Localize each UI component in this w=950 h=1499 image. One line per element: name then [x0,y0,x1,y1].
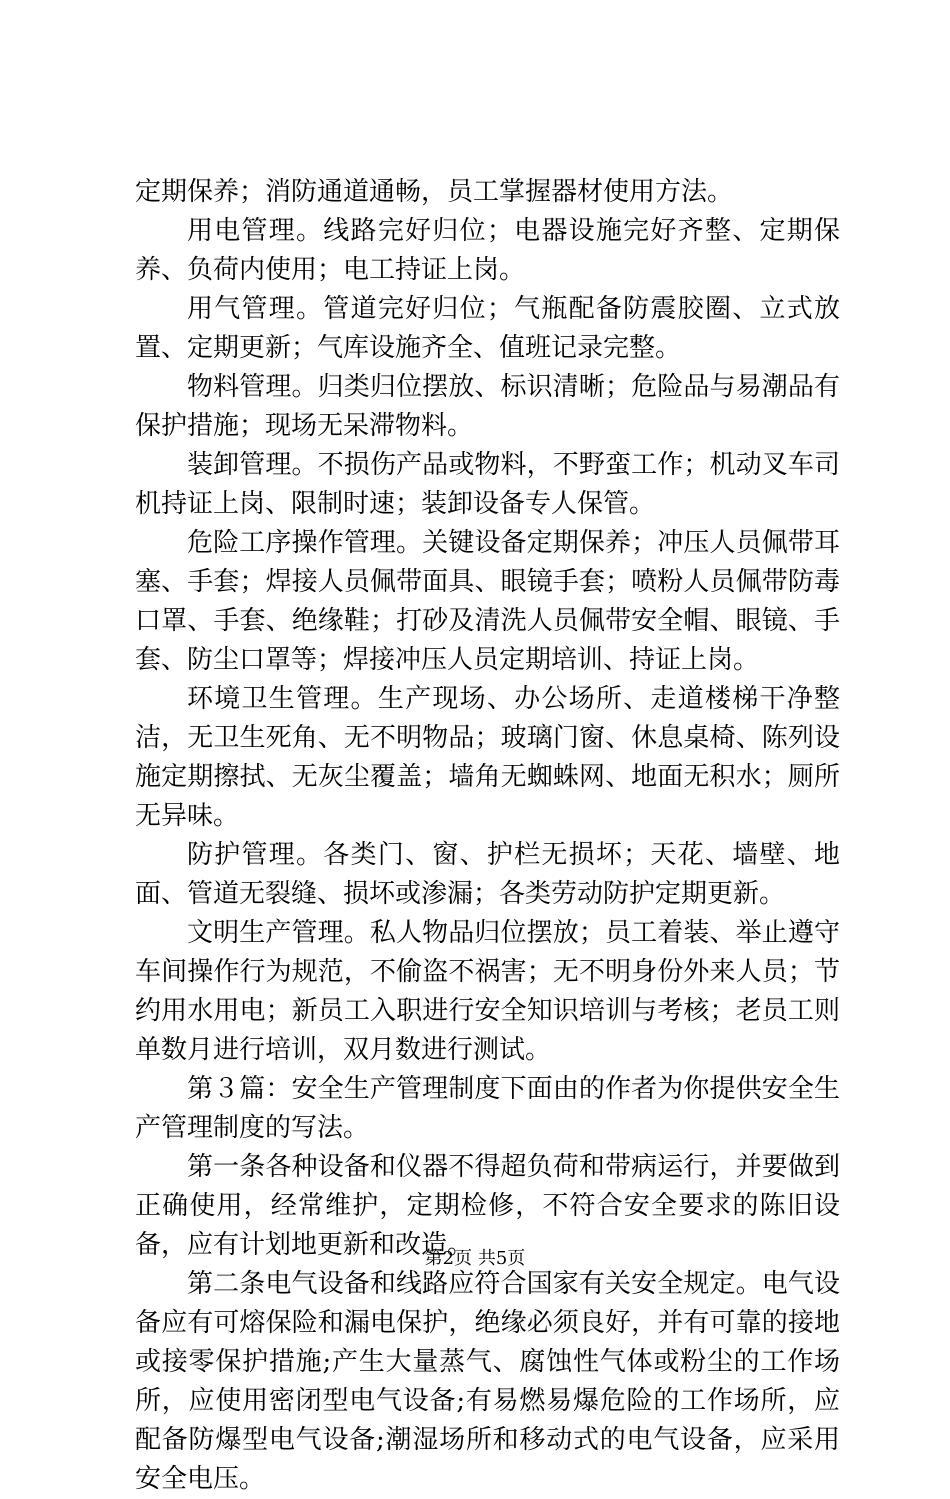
paragraph: 第二条电气设备和线路应符合国家有关安全规定。电气设备应有可熔保险和漏电保护，绝缘必须良好，并有可靠的接地或接零保护措施;产生大量蒸气、腐蚀性气体或粉尘的工作场所，应使用密闭型电气设备;有易燃易爆危险的工作场所，应配备防爆型电气设备;潮湿场所和移动式的电气设备，应采用安全电压。 [135,1269,840,1494]
paragraph: 用电管理。线路完好归位；电器设施完好齐整、定期保养、负荷内使用；电工持证上岗。 [135,216,840,285]
paragraph: 定期保养；消防通道通畅，员工掌握器材使用方法。 [135,177,734,207]
paragraph: 危险工序操作管理。关键设备定期保养；冲压人员佩带耳塞、手套；焊接人员佩带面具、眼镜手套；喷粉人员佩带防毒口罩、手套、绝缘鞋；打砂及清洗人员佩带安全帽、眼镜、手套、防尘口罩等；焊接冲压人员定期培训、持证上岗。 [135,528,840,675]
paragraph: 装卸管理。不损伤产品或物料，不野蛮工作；机动叉车司机持证上岗、限制时速；装卸设备专人保管。 [135,450,840,519]
paragraph: 环境卫生管理。生产现场、办公场所、走道楼梯干净整洁，无卫生死角、无不明物品；玻璃门窗、休息桌椅、陈列设施定期擦拭、无灰尘覆盖；墙角无蜘蛛网、地面无积水；厕所无异味。 [135,684,840,831]
paragraph: 物料管理。归类归位摆放、标识清晰；危险品与易潮品有保护措施；现场无呆滞物料。 [135,372,840,441]
paragraph: 用气管理。管道完好归位；气瓶配备防震胶圈、立式放置、定期更新；气库设施齐全、值班记录完整。 [135,294,840,363]
page-number-label: 第2页 共5页 [424,1248,526,1269]
paragraph: 第一条各种设备和仪器不得超负荷和带病运行，并要做到正确使用，经常维护，定期检修，不符合安全要求的陈旧设备，应有计划地更新和改造。 [135,1152,840,1260]
paragraph: 防护管理。各类门、窗、护栏无损坏；天花、墙壁、地面、管道无裂缝、损坏或渗漏；各类劳动防护定期更新。 [135,840,840,909]
document-body [135,173,840,1499]
page-footer [0,1247,950,1271]
chapter-heading-paragraph: 第３篇：安全生产管理制度下面由的作者为你提供安全生产管理制度的写法。 [135,1074,840,1143]
paragraph: 文明生产管理。私人物品归位摆放；员工着装、举止遵守车间操作行为规范，不偷盗不祸害；无不明身份外来人员；节约用水用电；新员工入职进行安全知识培训与考核；老员工则单数月进行培训，双月数进行测试。 [135,918,840,1065]
